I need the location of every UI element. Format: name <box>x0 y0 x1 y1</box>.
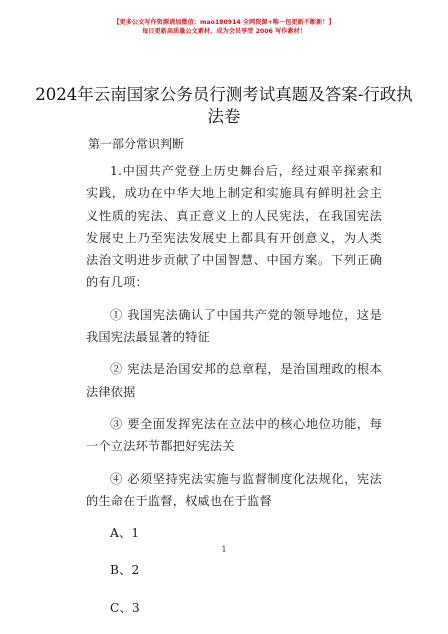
promo-banner-line-2: 每日更新高质量公文素材，成为会员享受 2006 写作素材！ <box>142 28 306 35</box>
page-number: 1 <box>221 545 227 554</box>
question-text: 1.中国共产党登上历史舞台后，经过艰辛探索和实践，成功在中华大地上制定和实施具有鲜明社会主义性质的宪法、真正意义上的人民宪法，在我国宪法发展史上乃至宪法发展史上都具有开创意义，为人类法治文明进步贡献了中国智慧、中国方案。下列正确的有几项： <box>86 164 382 290</box>
promo-banner-line-1: 【更多公文写作资源请加微信：mao180914 全网资源+唯一包更新不断新！】 <box>113 19 335 26</box>
statement-3: ③ 要全面发挥宪法在立法中的核心地位功能，每一个立法环节都把好宪法关 <box>86 416 382 454</box>
option-c: C、3 <box>110 600 140 615</box>
section-heading: 第一部分常识判断 <box>88 137 185 151</box>
document-title: 2024年云南国家公务员行测考试真题及答案-行政执法卷 <box>35 85 413 126</box>
promo-banner <box>0 18 448 36</box>
statement-1: ① 我国宪法确认了中国共产党的领导地位，这是我国宪法最显著的特征 <box>86 307 382 345</box>
option-b: B、2 <box>110 563 140 578</box>
option-a: A、1 <box>110 526 140 541</box>
statement-2: ② 宪法是治国安邦的总章程，是治国理政的根本法律依据 <box>86 362 382 399</box>
question-body <box>86 160 382 634</box>
statement-4: ④ 必须坚持宪法实施与监督制度化法规化，宪法的生命在于监督，权威也在于监督 <box>86 471 382 508</box>
